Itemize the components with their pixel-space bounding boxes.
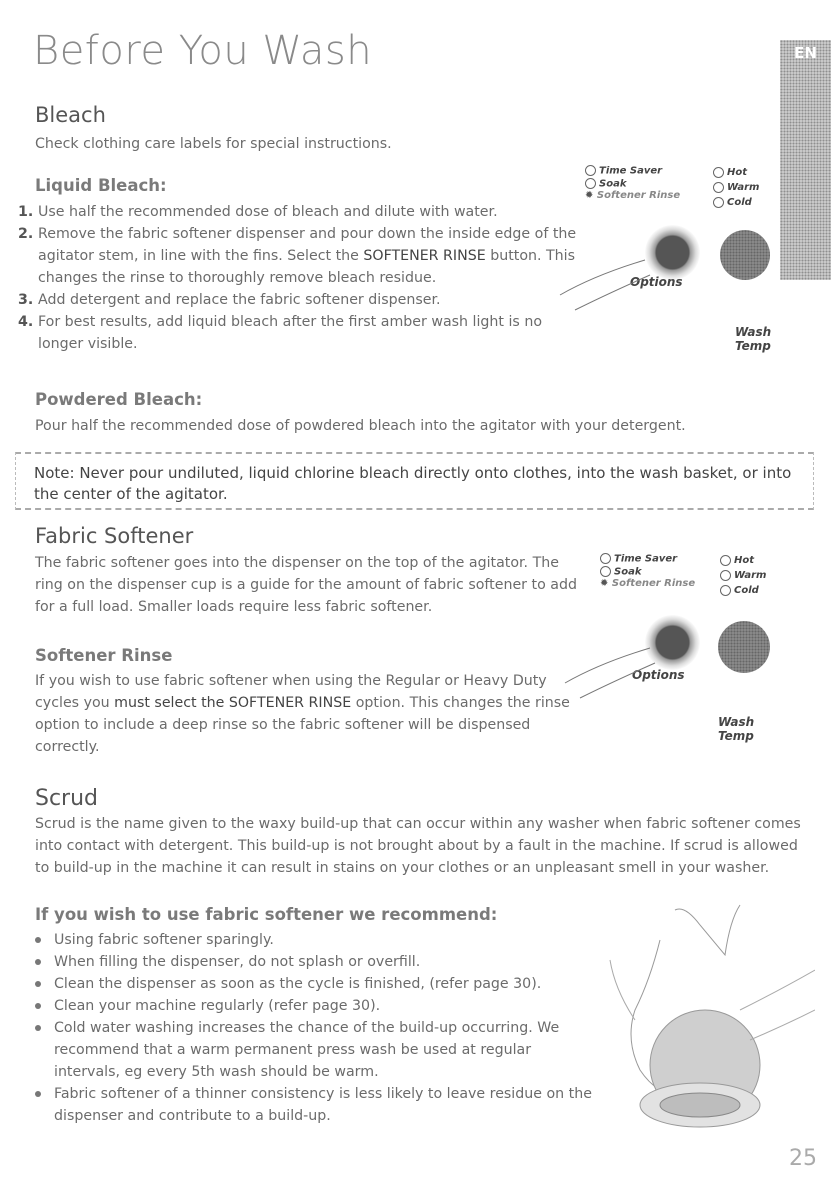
softener-rinse-heading: Softener Rinse xyxy=(35,646,173,665)
fabric-softener-text: The fabric softener goes into the dispenser on the top of the agitator. The ring on the dispenser cup is a guide for the amount of fabric softener to add for a full load. Smaller loads require less fabric softener. xyxy=(35,555,577,615)
bleach-step: 3. Add detergent and replace the fabric softener dispenser. xyxy=(18,292,441,308)
radio-icon xyxy=(585,178,596,189)
radio-icon xyxy=(585,165,596,176)
finger-pointer-icon xyxy=(555,255,665,315)
radio-icon xyxy=(713,167,724,178)
list-item: Cold water washing increases the chance of the build-up occurring. We recommend that a warm permanent press wash be used at regular intervals, eg every 5th wash should be warm. xyxy=(32,1017,597,1083)
radio-icon xyxy=(720,585,731,596)
list-item: Using fabric softener sparingly. xyxy=(32,929,597,951)
options-label: Options xyxy=(630,275,683,289)
radio-icon xyxy=(713,197,724,208)
list-item: When filling the dispenser, do not splash or overfill. xyxy=(32,951,597,973)
softener-rinse-emphasis: must select the SOFTENER RINSE xyxy=(114,695,352,711)
radio-icon xyxy=(600,566,611,577)
recommend-heading: If you wish to use fabric softener we recommend: xyxy=(35,905,498,924)
bleach-step: 4. For best results, add liquid bleach after the first amber wash light is no longer visible. xyxy=(18,314,543,352)
list-item: Clean your machine regularly (refer page 30). xyxy=(32,995,597,1017)
softener-rinse-emphasis: SOFTENER RINSE xyxy=(363,248,486,264)
bleach-step: 2. Remove the fabric softener dispenser and pour down the inside edge of the agitator stem, in line with the fins. Select the SOFTENER RINSE button. This changes the rinse to thoroughly remove bleach residue. xyxy=(18,226,577,286)
list-item: Clean the dispenser as soon as the cycle is finished, (refer page 30). xyxy=(32,973,597,995)
bleach-heading: Bleach xyxy=(35,103,106,127)
fabric-softener-heading: Fabric Softener xyxy=(35,524,194,548)
scrud-heading: Scrud xyxy=(35,786,99,811)
radio-icon xyxy=(720,555,731,566)
recommend-list xyxy=(32,929,597,1127)
powdered-bleach-heading: Powdered Bleach: xyxy=(35,390,203,409)
scrud-text: Scrud is the name given to the waxy build-up that can occur within any washer when fabric softener comes into contact with detergent. This build-up is not brought about by a fault in the machine. If scrud is allowed to build-up in the machine it can result in stains on your clothes or an unpleasant smell in your washer. xyxy=(35,816,801,876)
softener-rinse-text: If you wish to use fabric softener when using the Regular or Heavy Duty cycles you must select the SOFTENER RINSE option. This changes the rinse option to include a deep rinse so the fabric softener will be dispensed correctly. xyxy=(35,673,570,755)
bleach-intro: Check clothing care labels for special instructions. xyxy=(35,136,392,152)
language-tab-label: EN xyxy=(794,44,817,62)
language-tab xyxy=(780,40,831,280)
wash-temp-label: Wash Temp xyxy=(718,715,755,743)
list-item: Fabric softener of a thinner consistency is less likely to leave residue on the dispenser and contribute to a build-up. xyxy=(32,1083,597,1127)
control-panel-illustration: Time Saver Soak ✹ Softener Rinse Hot Warm Cold Options Wash Temp xyxy=(600,553,795,748)
wash-temp-button-icon xyxy=(720,230,770,280)
page-number: 25 xyxy=(789,1146,817,1171)
radio-icon xyxy=(600,553,611,564)
control-panel-illustration: Time Saver Soak ✹ Softener Rinse Hot Warm Cold Options Wash Temp xyxy=(585,165,780,360)
finger-pointer-icon xyxy=(560,643,670,703)
radio-icon xyxy=(720,570,731,581)
powdered-bleach-text: Pour half the recommended dose of powdered bleach into the agitator with your detergent. xyxy=(35,418,686,434)
liquid-bleach-steps xyxy=(18,201,578,355)
dispenser-cleaning-illustration xyxy=(590,900,815,1145)
wash-temp-label: Wash Temp xyxy=(735,325,772,353)
bleach-note: Note: Never pour undiluted, liquid chlorine bleach directly onto clothes, into the wash basket, or into the center of the agitator. xyxy=(15,452,814,510)
indicator-light-icon: ✹ xyxy=(600,578,609,589)
options-label: Options xyxy=(632,668,685,682)
indicator-light-icon: ✹ xyxy=(585,190,594,201)
page-title: Before You Wash xyxy=(33,28,373,74)
radio-icon xyxy=(713,182,724,193)
wash-temp-button-icon xyxy=(718,621,770,673)
liquid-bleach-heading: Liquid Bleach: xyxy=(35,176,167,195)
bleach-step: 1. Use half the recommended dose of bleach and dilute with water. xyxy=(18,204,498,220)
